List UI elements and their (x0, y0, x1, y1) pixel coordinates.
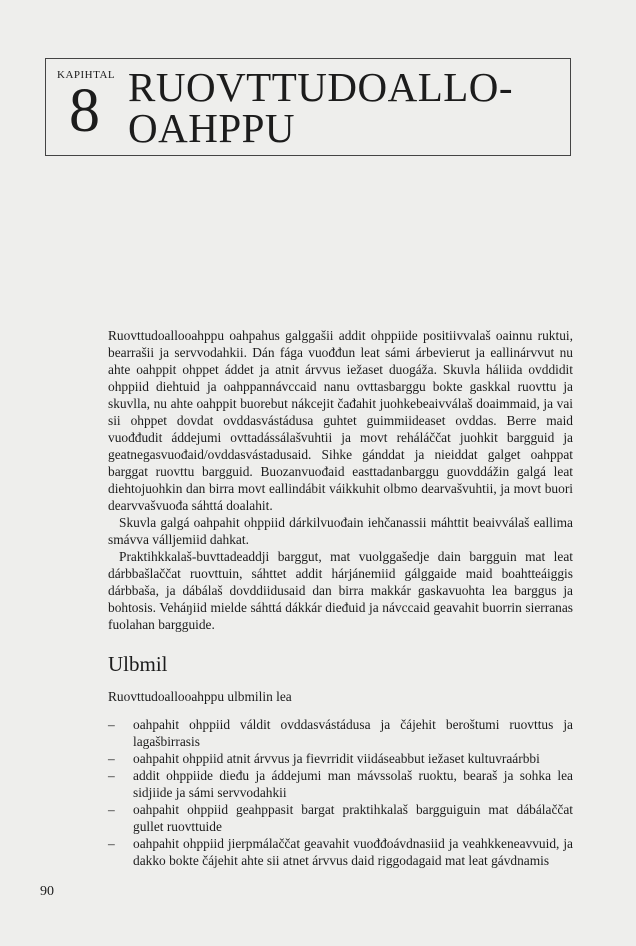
goals-list (108, 716, 573, 869)
list-item-text: addit ohppiide dieđu ja áddejumi man mávssolaš ruoktu, bearaš ja sohka lea sidjiide ja sámi servvodahkii (133, 768, 573, 800)
list-dash: – (108, 717, 115, 732)
list-item (108, 835, 573, 869)
body-paragraph-2: Skuvla galgá oahpahit ohppiid dárkilvuođain iehčanassii máhttit beaivválaš eallima smávva válljemiid dahkat. (108, 515, 573, 547)
body-paragraph-1: Ruovttudoallooahppu oahpahus galggašii addit ohppiide positiivvalaš oainnu ruktui, bearrašii ja servvodahkii. Dán fága vuođđun leat sámi árbevierut ja eallinárvvut nu ahte oahppit ohppet áddet ja atnit árvvus iežaset duogáža. Skuvla háliida ovddidit ohppiid diehtuid ja oahppannávccaid nanu ovttasbarggu bokte gaskkal ruovttu ja skuvlla, nu ahte oahppit buorebut nákcejit čađahit juohkebeaivválaš doaimmaid, ja vai sii ohppet dovdat ovddasvástádusa guhtet guimmiideaset ovddas. Berre maid vuođđudit áddejumi ovttadássálašvuhtii ja movt reháláččat juohkit bargguid ja geatnegasvuođaid/ovddasvástadusaid. Sihke gánddat ja nieiddat galget oahppat barggat ruovttu bargguid. Buozanvuođaid easttadanbarggu guovddážin galgá leat diehtojuohkin dan birra movt eallindábit váikkuhit olbmo dearvašvuhtii, ja movt buori dearvvašvuođa sáhttá doalahit. (108, 328, 573, 513)
page-number: 90 (40, 884, 54, 899)
list-item (108, 801, 573, 835)
list-dash: – (108, 836, 115, 851)
section-intro: Ruovttudoallooahppu ulbmilin lea (108, 689, 292, 704)
chapter-title-line-2: OAHPPU (128, 105, 296, 151)
list-dash: – (108, 802, 115, 817)
list-item-text: oahpahit ohppiid atnit árvvus ja fievrridit viidáseabbut iežaset kultuvraárbbi (133, 751, 540, 766)
chapter-title (128, 64, 514, 151)
chapter-kicker: KAPIHTAL (57, 69, 116, 81)
list-item (108, 750, 573, 767)
chapter-number: 8 (69, 77, 100, 145)
section-heading: Ulbmil (108, 652, 168, 676)
chapter-title-line-1: RUOVTTUDOALLO- (128, 64, 514, 110)
list-item-text: oahpahit ohppiid jierpmálaččat geavahit vuođđoávdnasiid ja veahkkeneavvuid, ja dakko bokte čájehit ahte sii atnet árvvus daid riggodagaid mat leat gávdnamis (133, 836, 573, 868)
list-item (108, 716, 573, 750)
list-item-text: oahpahit ohppiid váldit ovddasvástádusa ja čájehit beroštumi ruovttus ja lagašbirrasis (133, 717, 573, 749)
body-text (108, 327, 573, 633)
list-item (108, 767, 573, 801)
list-dash: – (108, 768, 115, 783)
list-dash: – (108, 751, 115, 766)
list-item-text: oahpahit ohppiid geahppasit bargat praktihkalaš bargguiguin mat dábálaččat gullet ruovttuide (133, 802, 573, 834)
body-paragraph-3: Praktihkkalaš-buvttadeaddji barggut, mat vuolggašedje dain bargguin mat leat dárbbašlaččat ruovttuin, sáhttet addit hárjánemiid gálggaide maid boahtteáiggis dárbbaša, ja dábálaš dovddiidusaid dan birra makkár gaskavuohta lea barggus ja bohtosis. Veháŋiid mielde sáhttá dákkár dieđuid ja návccaid geavahit buorrin sierranas fuolahan bargguide. (108, 549, 573, 632)
